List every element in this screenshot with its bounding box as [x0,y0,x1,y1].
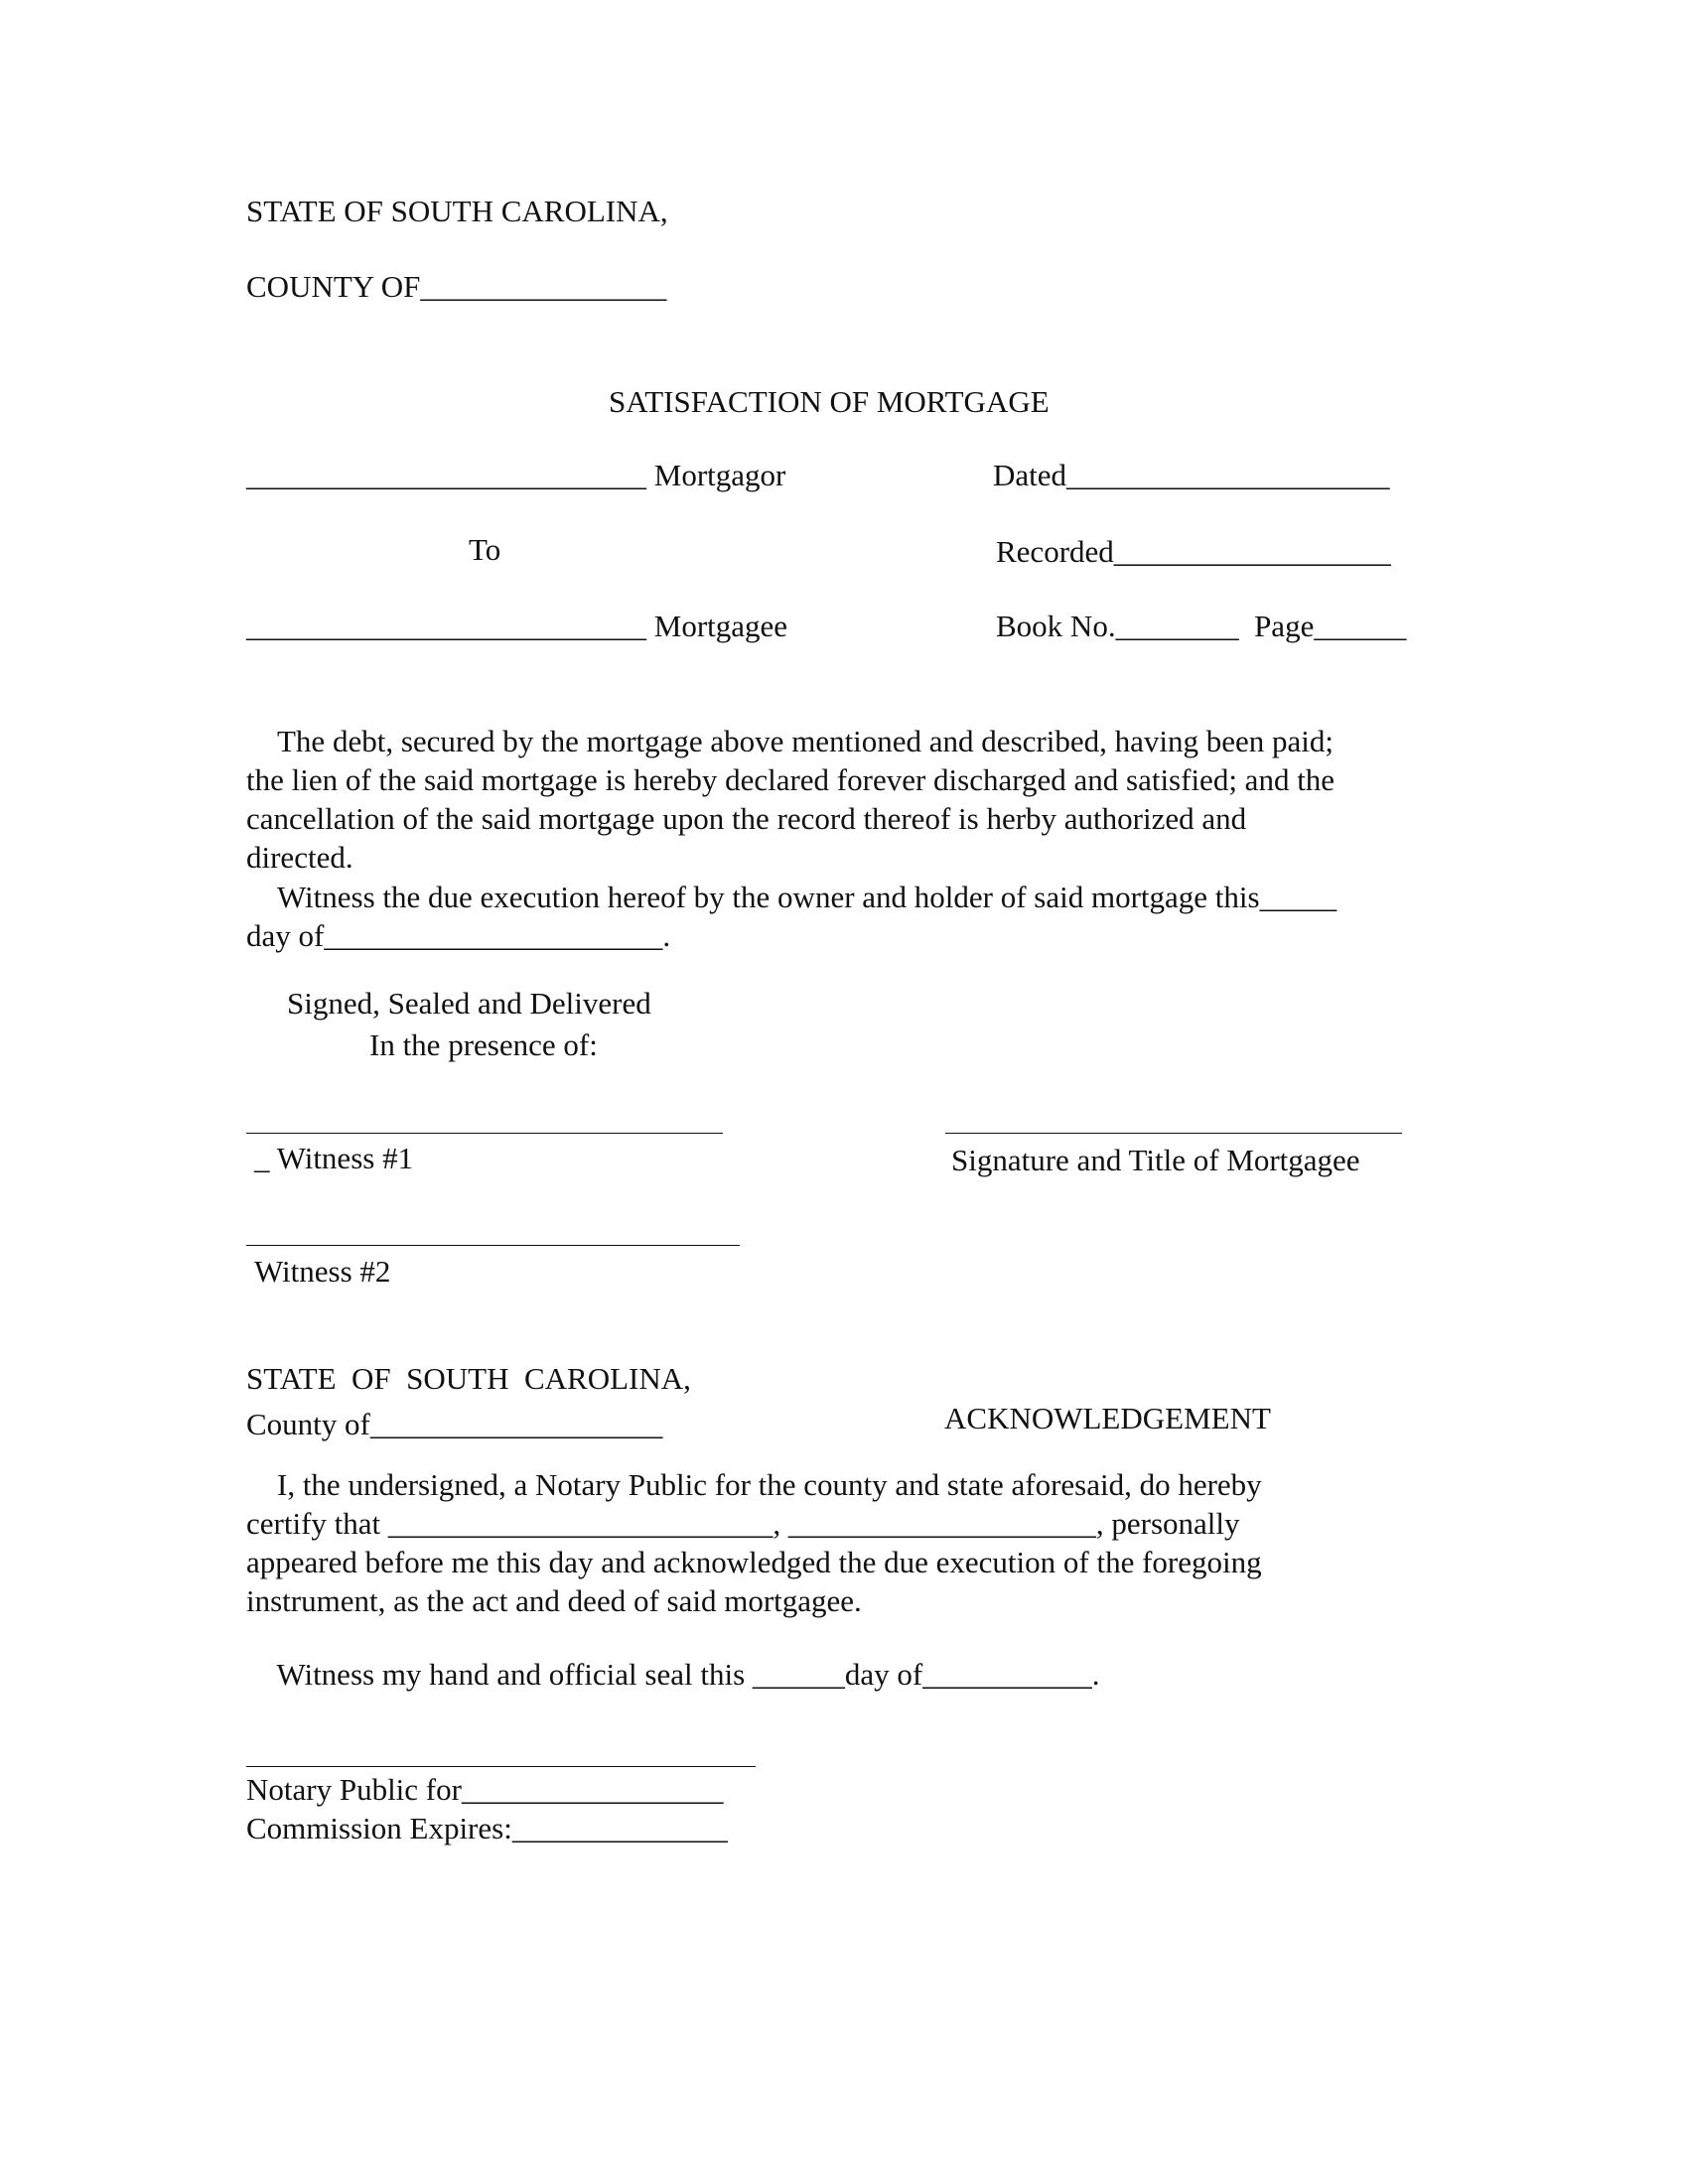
witness2-signature-line [246,1245,740,1246]
signed-sealed-delivered: Signed, Sealed and Delivered [287,986,651,1021]
to-label: To [469,532,501,567]
mortgagee-line: __________________________ Mortgagee [246,609,788,643]
witness1-signature-line [246,1133,723,1134]
ack-county-heading: County of___________________ [246,1407,663,1441]
witness2-label: Witness #2 [254,1254,391,1289]
county-heading: COUNTY OF________________ [246,269,667,304]
notary-certification-paragraph: I, the undersigned, a Notary Public for the county and state aforesaid, do hereby certify that _________________________, ____________________, personally appeared before me this day and acknowledged the due execution of the foregoing instrument, as the act and deed of said mortgagee. [246,1467,1262,1618]
witness1-label: _ Witness #1 [254,1141,414,1175]
document-title: SATISFACTION OF MORTGAGE [609,384,1050,419]
commission-expires: Commission Expires:______________ [246,1811,728,1845]
witness-execution-paragraph: Witness the due execution hereof by the owner and holder of said mortgage this_____ day of______________________. [246,880,1337,953]
state-heading: STATE OF SOUTH CAROLINA, [246,194,668,228]
official-seal-line: Witness my hand and official seal this ______day of___________. [246,1657,1100,1692]
in-presence-of: In the presence of: [369,1027,598,1062]
ack-state-heading: STATE OF SOUTH CAROLINA, [246,1361,691,1396]
recorded-field: Recorded__________________ [996,534,1391,569]
book-page-field: Book No.________ Page______ [996,609,1407,643]
mortgagee-signature-line [945,1133,1402,1134]
discharge-paragraph: The debt, secured by the mortgage above mentioned and described, having been paid; the lien of the said mortgage is hereby declared forever discharged and satisfied; and the cancellation of the said mortgage upon the record thereof is herby authorized and directed. [246,724,1336,875]
mortgagee-signature-label: Signature and Title of Mortgagee [951,1143,1360,1177]
notary-public-for: Notary Public for_________________ [246,1772,724,1807]
mortgagor-line: __________________________ Mortgagor [246,458,786,492]
acknowledgement-title: ACKNOWLEDGEMENT [944,1401,1271,1435]
dated-field: Dated_____________________ [993,458,1390,492]
notary-signature-line [246,1766,756,1767]
